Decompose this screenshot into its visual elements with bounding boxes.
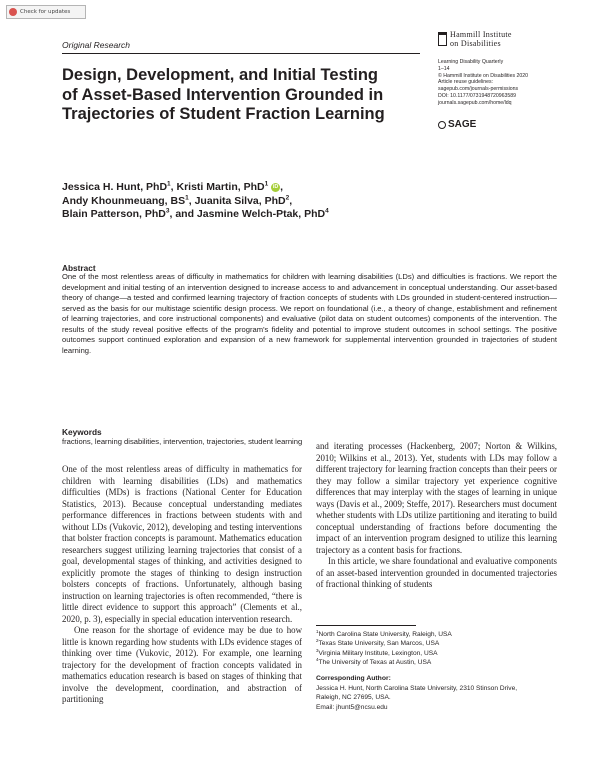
affiliation-item: $^1$North Carolina State University, Raleigh, USA [316, 628, 452, 638]
copyright: © Hammill Institute on Disabilities 2020 [438, 72, 529, 79]
correspondence-block [316, 684, 557, 712]
publisher-mark-icon [438, 32, 447, 46]
correspondence-email[interactable]: Email: jhunt5@ncsu.edu [316, 703, 388, 711]
article-title: Design, Development, and Initial Testing of Asset-Based Intervention Grounded in Trajectories of Student Fraction Learning [62, 66, 385, 123]
page-range: 1–14 [438, 65, 450, 72]
publisher-logo [438, 30, 558, 48]
reuse-label: Article reuse guidelines: [438, 79, 494, 86]
abstract-text: One of the most relentless areas of difficulty in mathematics for children with learning disabilities (LDs) and difficulties is fractions. We report the development and initial testing of an intervention designed to increase access to and advancement in conceptual understanding. Our asset-based theory of change—a tested and confirmed learning trajectory of fraction concepts of students with LDs grounded in student-centered instruction—served as the basis for our multistage scientific design process. We report on foundational (i.e., a theory of change, establishment and refinement of learning trajectories, and core instructional components) and evaluative (pilot data on student outcomes) components of the intervention. The results of the study reveal positive effects of the program's fidelity and potential to improve student outcomes in school settings. The positive outcomes support continued exploration and expansion of a new framework for supplemental intervention grounded in trajectories of student learning. [62, 272, 557, 355]
check-for-updates-badge[interactable] [6, 5, 86, 19]
author-5: Blain Patterson, PhD$^3$, and [62, 207, 197, 220]
affiliation-item: $^4$The University of Texas at Austin, USA [316, 656, 432, 666]
author-3: Andy Khounmeuang, $BS^1$, [62, 194, 195, 207]
author-list [62, 181, 392, 222]
crossmark-icon [9, 8, 17, 16]
header-divider [62, 53, 420, 54]
body-paragraph: One of the most relentless areas of difficulty in mathematics for children with learning disabilities (LDs) and mathematics difficulties (MDs) is fractions (National Center for Education Statistics, 2013). Because conceptual understanding mediates performance differences in fractions between students with and without LDs (Vukovic, 2012), developing and testing interventions that bolster fraction concepts is paramount. Mathematics education researchers suggest utilizing learning trajectories that consist of a goal, developmental stages of thinking, and activities designed to explicitly promote the stages of thinking to design instruction bolsters concepts of fractions. Unfortunately, although basing instruction on learning trajectories is often recommended, “there is little direct evidence to support this approach” (Clements et al., 2020, p. 3), especially in special education intervention research. [62, 464, 302, 624]
article-type: Original Research [62, 40, 131, 50]
keywords-heading: Keywords [62, 427, 102, 437]
body-column-left [62, 464, 302, 706]
body-column-right [316, 441, 557, 591]
correspondence-line: Jessica H. Hunt, North Carolina State University, 2310 Stinson Drive, [316, 685, 518, 692]
check-updates-label: Check for updates [20, 9, 71, 15]
publisher-line-1: Hammill Institute [450, 30, 512, 39]
journal-name: Learning Disability Quarterly [438, 59, 504, 65]
correspondence-heading: Corresponding Author: [316, 675, 391, 682]
doi[interactable]: DOI: 10.1177/0731948720963589 [438, 92, 517, 99]
footnote-divider [316, 625, 416, 626]
publisher-line-2: on Disabilities [450, 39, 501, 48]
body-paragraph: and iterating processes (Hackenberg, 2007; Norton & Wilkins, 2010; Wilkins et al., 2013). Yet, students with LDs may follow a different trajectory for learning fraction concepts than their peers or they may follow a similar trajectory yet experience cognitive differences that may interplay with the stages of learning in unique ways (Davis et al., 2009; Steffe, 2017). Researchers must document whether students with LDs utilize partitioning and iterating to build conceptual understanding of fractions before documenting the impact of an intervention program designed to utilize this learning trajectory as a content basis for fractions. [316, 441, 557, 555]
author-1: Jessica H. Hunt, PhD$^1$, [62, 180, 177, 193]
author-4: Juanita Silva, PhD$^2$, [194, 194, 293, 207]
affiliation-item: $^2$Texas State University, San Marcos, USA [316, 638, 440, 648]
affiliation-item: $^3$Virginia Military Institute, Lexington, USA [316, 647, 438, 657]
author-6: Jasmine Welch-Ptak, PhD$^4$ [196, 207, 329, 220]
sage-text: SAGE [448, 119, 477, 130]
body-paragraph: One reason for the shortage of evidence may be due to how little is known regarding how students with LDs evidence stages of thinking over time (Vukovic, 2012). For example, one learning trajectory for the development of fraction concepts validated in mathematics education research is based on stages of thinking that involve the development, coordination, and abstraction of partitioning [62, 625, 302, 704]
keywords-text: fractions, learning disabilities, intervention, trajectories, student learning [62, 437, 303, 446]
journal-meta [438, 59, 568, 107]
affiliations [316, 630, 557, 667]
permissions-link[interactable]: sagepub.com/journals-permissions [438, 86, 519, 93]
body-paragraph: In this article, we share foundational and evaluative components of an asset-based intervention grounded in documented trajectories of fractional thinking of students [316, 556, 557, 589]
sage-logo [438, 119, 476, 130]
orcid-icon[interactable]: iD [272, 183, 279, 190]
journal-home-link[interactable]: journals.sagepub.com/home/ldq [438, 99, 512, 106]
correspondence-line: Raleigh, NC 27695, USA. [316, 694, 391, 702]
author-2: Kristi Martin, PhD$^1$ iD , [176, 180, 284, 193]
abstract-heading: Abstract [62, 263, 96, 273]
sage-circle-icon [438, 121, 446, 129]
